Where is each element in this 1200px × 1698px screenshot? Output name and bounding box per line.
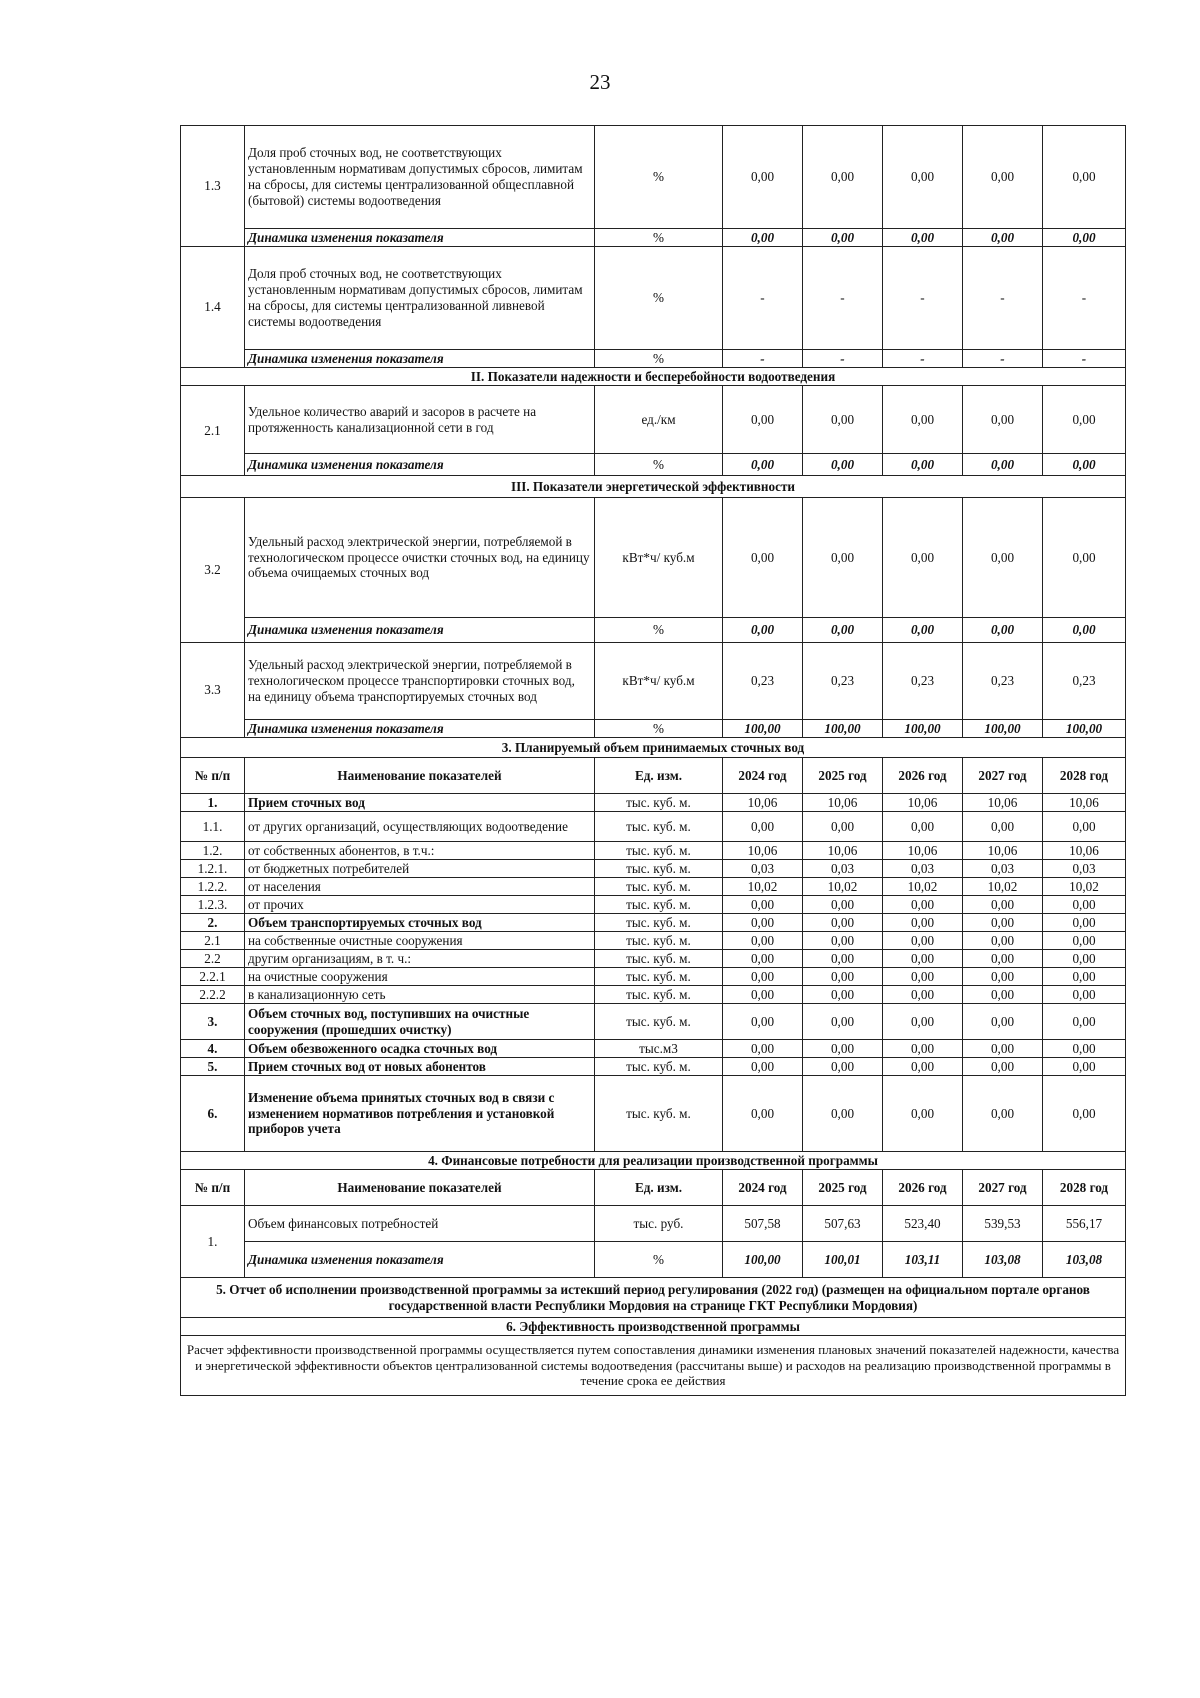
value-cell: 0,00 [1043, 812, 1126, 842]
value-cell: 100,00 [723, 720, 803, 738]
unit-cell: тыс. куб. м. [595, 1004, 723, 1040]
section-reliability [181, 368, 1126, 386]
indicator-name: Объем финансовых потребностей [245, 1206, 595, 1242]
value-cell: 0,00 [1043, 618, 1126, 643]
unit-cell: % [595, 1242, 723, 1278]
unit-cell: тыс. куб. м. [595, 968, 723, 986]
dynamics-row [181, 618, 1126, 643]
row-number: 1. [181, 1206, 245, 1278]
value-cell: 0,00 [963, 618, 1043, 643]
unit-cell: % [595, 618, 723, 643]
volume-row [181, 950, 1126, 968]
value-cell: 0,00 [723, 386, 803, 454]
section-title: II. Показатели надежности и бесперебойности водоотведения [181, 368, 1126, 386]
section-title: 3. Планируемый объем принимаемых сточных вод [181, 738, 1126, 758]
value-cell: 0,00 [723, 896, 803, 914]
col-header-year: 2025 год [803, 758, 883, 794]
value-cell: 100,00 [963, 720, 1043, 738]
value-cell: 0,00 [963, 454, 1043, 476]
value-cell: 10,02 [883, 878, 963, 896]
indicator-name: Удельное количество аварий и засоров в расчете на протяженность канализационной сети в год [245, 386, 595, 454]
volume-row [181, 896, 1126, 914]
value-cell: 0,00 [723, 932, 803, 950]
row-number: 3.3 [181, 643, 245, 738]
value-cell: 10,02 [723, 878, 803, 896]
finance-row [181, 1206, 1126, 1242]
value-cell: 0,23 [1043, 643, 1126, 720]
value-cell: 0,00 [803, 896, 883, 914]
row-number: 1.2.1. [181, 860, 245, 878]
value-cell: 0,00 [1043, 1058, 1126, 1076]
dynamics-row [181, 350, 1126, 368]
value-cell: 10,02 [1043, 878, 1126, 896]
volume-row [181, 1040, 1126, 1058]
value-cell: - [1043, 247, 1126, 350]
value-cell: 0,00 [1043, 950, 1126, 968]
value-cell: 0,00 [883, 1058, 963, 1076]
value-cell: 0,00 [723, 229, 803, 247]
section-report [181, 1278, 1126, 1318]
row-number: 1.1. [181, 812, 245, 842]
value-cell: 0,00 [963, 968, 1043, 986]
row-number: 2.1 [181, 386, 245, 476]
volume-row [181, 1076, 1126, 1152]
value-cell: 0,00 [883, 812, 963, 842]
value-cell: 0,00 [1043, 1076, 1126, 1152]
row-number: 6. [181, 1076, 245, 1152]
col-header-num: № п/п [181, 1170, 245, 1206]
value-cell: 0,00 [723, 1004, 803, 1040]
volume-row [181, 794, 1126, 812]
value-cell: 0,00 [1043, 986, 1126, 1004]
value-cell: 0,00 [883, 126, 963, 229]
row-number: 1.2. [181, 842, 245, 860]
row-number: 1.2.2. [181, 878, 245, 896]
indicator-name: Объем транспортируемых сточных вод [245, 914, 595, 932]
unit-cell: тыс. куб. м. [595, 1076, 723, 1152]
unit-cell: тыс. куб. м. [595, 794, 723, 812]
header-row [181, 758, 1126, 794]
unit-cell: тыс. куб. м. [595, 986, 723, 1004]
value-cell: 0,00 [963, 986, 1043, 1004]
value-cell: 0,00 [963, 896, 1043, 914]
indicator-name: Удельный расход электрической энергии, потребляемой в технологическом процессе очистки сточных вод, на единицу объема очищаемых сточных вод [245, 498, 595, 618]
indicator-name: от бюджетных потребителей [245, 860, 595, 878]
row-number: 3. [181, 1004, 245, 1040]
dynamics-row [181, 229, 1126, 247]
dynamics-label: Динамика изменения показателя [245, 720, 595, 738]
col-header-year: 2027 год [963, 758, 1043, 794]
row-number: 2.2.1 [181, 968, 245, 986]
dynamics-row [181, 454, 1126, 476]
value-cell: 0,00 [883, 914, 963, 932]
value-cell: - [883, 350, 963, 368]
value-cell: 10,06 [883, 794, 963, 812]
value-cell: 0,00 [963, 950, 1043, 968]
value-cell: 0,00 [723, 914, 803, 932]
value-cell: 10,06 [963, 794, 1043, 812]
indicator-name: другим организациям, в т. ч.: [245, 950, 595, 968]
value-cell: 0,23 [963, 643, 1043, 720]
row-number: 1.2.3. [181, 896, 245, 914]
section-efficiency [181, 1318, 1126, 1336]
unit-cell: кВт*ч/ куб.м [595, 643, 723, 720]
unit-cell: % [595, 247, 723, 350]
value-cell: - [963, 247, 1043, 350]
value-cell: 0,00 [883, 1076, 963, 1152]
indicator-name: Удельный расход электрической энергии, потребляемой в технологическом процессе транспортировки сточных вод, на единицу объема транспортируемых сточных вод [245, 643, 595, 720]
dynamics-label: Динамика изменения показателя [245, 229, 595, 247]
col-header-year: 2026 год [883, 1170, 963, 1206]
program-table [180, 125, 1126, 1396]
col-header-year: 2028 год [1043, 758, 1126, 794]
dynamics-label: Динамика изменения показателя [245, 618, 595, 643]
volume-row [181, 986, 1126, 1004]
header-row [181, 1170, 1126, 1206]
unit-cell: ед./км [595, 386, 723, 454]
value-cell: 556,17 [1043, 1206, 1126, 1242]
unit-cell: % [595, 454, 723, 476]
unit-cell: % [595, 720, 723, 738]
col-header-name: Наименование показателей [245, 758, 595, 794]
indicator-row [181, 498, 1126, 618]
indicator-row [181, 126, 1126, 229]
value-cell: 0,00 [883, 950, 963, 968]
value-cell: 100,00 [1043, 720, 1126, 738]
value-cell: 0,00 [963, 1040, 1043, 1058]
value-cell: 0,00 [803, 126, 883, 229]
volume-row [181, 1004, 1126, 1040]
indicator-row [181, 247, 1126, 350]
value-cell: 0,03 [1043, 860, 1126, 878]
value-cell: 0,00 [963, 812, 1043, 842]
value-cell: 0,00 [803, 1058, 883, 1076]
dynamics-label: Динамика изменения показателя [245, 1242, 595, 1278]
value-cell: 0,00 [803, 229, 883, 247]
col-header-year: 2025 год [803, 1170, 883, 1206]
section-title: 5. Отчет об исполнении производственной программы за истекший период регулирования (2022 год) (размещен на официальном портале органов государственной власти Республики Мордовия на странице ГКТ Республики Мордовия) [181, 1278, 1126, 1318]
value-cell: 0,00 [803, 1076, 883, 1152]
row-number: 1. [181, 794, 245, 812]
col-header-unit: Ед. изм. [595, 758, 723, 794]
unit-cell: % [595, 126, 723, 229]
value-cell: - [723, 247, 803, 350]
value-cell: 0,00 [723, 812, 803, 842]
unit-cell: тыс. куб. м. [595, 932, 723, 950]
value-cell: 10,06 [723, 794, 803, 812]
value-cell: 0,00 [1043, 968, 1126, 986]
value-cell: 0,00 [803, 986, 883, 1004]
dynamics-row [181, 720, 1126, 738]
col-header-year: 2024 год [723, 1170, 803, 1206]
value-cell: 100,00 [803, 720, 883, 738]
value-cell: 0,00 [1043, 914, 1126, 932]
value-cell: 0,00 [883, 618, 963, 643]
col-header-year: 2028 год [1043, 1170, 1126, 1206]
unit-cell: тыс. руб. [595, 1206, 723, 1242]
unit-cell: тыс. куб. м. [595, 1058, 723, 1076]
row-number: 4. [181, 1040, 245, 1058]
indicator-name: от других организаций, осуществляющих водоотведение [245, 812, 595, 842]
indicator-row [181, 643, 1126, 720]
value-cell: 0,00 [723, 986, 803, 1004]
value-cell: 0,00 [1043, 126, 1126, 229]
value-cell: 0,03 [883, 860, 963, 878]
indicator-name: в канализационную сеть [245, 986, 595, 1004]
unit-cell: % [595, 229, 723, 247]
efficiency-text: Расчет эффективности производственной программы осуществляется путем сопоставления динамики изменения плановых значений показателей надежности, качества и энергетической эффективности объектов централизованной системы водоотведения (рассчитаны выше) и расходов на реализацию производственной программы в течение срока ее действия [181, 1336, 1126, 1396]
value-cell: 100,01 [803, 1242, 883, 1278]
section-finance [181, 1152, 1126, 1170]
value-cell: 0,00 [803, 1004, 883, 1040]
indicator-name: Доля проб сточных вод, не соответствующих установленным нормативам допустимых сбросов, лимитам на сбросы, для системы централизованной общесплавной (бытовой) системы водоотведения [245, 126, 595, 229]
value-cell: 0,00 [723, 950, 803, 968]
unit-cell: тыс. куб. м. [595, 896, 723, 914]
value-cell: 0,23 [803, 643, 883, 720]
indicator-name: на очистные сооружения [245, 968, 595, 986]
value-cell: 507,63 [803, 1206, 883, 1242]
indicator-name: Прием сточных вод [245, 794, 595, 812]
value-cell: 0,00 [883, 1004, 963, 1040]
value-cell: 0,00 [803, 498, 883, 618]
value-cell: 0,00 [1043, 386, 1126, 454]
value-cell: 0,00 [723, 1058, 803, 1076]
value-cell: 103,11 [883, 1242, 963, 1278]
value-cell: 0,00 [963, 229, 1043, 247]
value-cell: 0,00 [1043, 454, 1126, 476]
value-cell: 100,00 [723, 1242, 803, 1278]
unit-cell: тыс. куб. м. [595, 878, 723, 896]
row-number: 3.2 [181, 498, 245, 643]
value-cell: 0,00 [883, 968, 963, 986]
row-number: 1.3 [181, 126, 245, 247]
value-cell: 100,00 [883, 720, 963, 738]
row-number: 1.4 [181, 247, 245, 368]
efficiency-text-row [181, 1336, 1126, 1396]
indicator-name: Объем обезвоженного осадка сточных вод [245, 1040, 595, 1058]
value-cell: 10,06 [803, 842, 883, 860]
value-cell: 0,00 [963, 1076, 1043, 1152]
value-cell: 0,00 [723, 498, 803, 618]
value-cell: 0,00 [1043, 229, 1126, 247]
col-header-name: Наименование показателей [245, 1170, 595, 1206]
value-cell: 0,00 [803, 1040, 883, 1058]
value-cell: 0,00 [963, 126, 1043, 229]
volume-row [181, 878, 1126, 896]
value-cell: 103,08 [1043, 1242, 1126, 1278]
value-cell: 0,03 [803, 860, 883, 878]
value-cell: 0,00 [1043, 1004, 1126, 1040]
value-cell: 0,00 [803, 914, 883, 932]
value-cell: - [963, 350, 1043, 368]
unit-cell: тыс. куб. м. [595, 860, 723, 878]
col-header-year: 2024 год [723, 758, 803, 794]
value-cell: 0,00 [883, 1040, 963, 1058]
value-cell: 0,03 [963, 860, 1043, 878]
value-cell: 0,03 [723, 860, 803, 878]
col-header-unit: Ед. изм. [595, 1170, 723, 1206]
value-cell: 0,23 [883, 643, 963, 720]
value-cell: 0,00 [883, 986, 963, 1004]
volume-row [181, 914, 1126, 932]
value-cell: 0,00 [723, 1040, 803, 1058]
value-cell: 0,00 [803, 968, 883, 986]
value-cell: 0,00 [723, 1076, 803, 1152]
value-cell: 0,00 [883, 386, 963, 454]
value-cell: 0,00 [883, 932, 963, 950]
volume-row [181, 932, 1126, 950]
value-cell: 0,00 [883, 229, 963, 247]
value-cell: 10,02 [803, 878, 883, 896]
value-cell: - [803, 247, 883, 350]
value-cell: 10,06 [1043, 842, 1126, 860]
value-cell: 0,00 [803, 812, 883, 842]
row-number: 2. [181, 914, 245, 932]
value-cell: 0,00 [963, 498, 1043, 618]
value-cell: 0,00 [883, 498, 963, 618]
value-cell: - [803, 350, 883, 368]
dynamics-label: Динамика изменения показателя [245, 454, 595, 476]
section-title: 6. Эффективность производственной программы [181, 1318, 1126, 1336]
page-number: 23 [589, 70, 611, 94]
value-cell: 0,00 [963, 932, 1043, 950]
col-header-num: № п/п [181, 758, 245, 794]
value-cell: 10,06 [723, 842, 803, 860]
row-number: 2.2 [181, 950, 245, 968]
unit-cell: кВт*ч/ куб.м [595, 498, 723, 618]
value-cell: 0,23 [723, 643, 803, 720]
col-header-year: 2026 год [883, 758, 963, 794]
value-cell: 0,00 [963, 386, 1043, 454]
value-cell: 0,00 [723, 126, 803, 229]
dynamics-label: Динамика изменения показателя [245, 350, 595, 368]
value-cell: 0,00 [803, 932, 883, 950]
value-cell: 0,00 [723, 454, 803, 476]
value-cell: 0,00 [1043, 896, 1126, 914]
unit-cell: тыс. куб. м. [595, 842, 723, 860]
value-cell: 0,00 [883, 896, 963, 914]
section-volume [181, 738, 1126, 758]
finance-dynamics-row [181, 1242, 1126, 1278]
volume-row [181, 860, 1126, 878]
indicator-name: Прием сточных вод от новых абонентов [245, 1058, 595, 1076]
volume-row [181, 842, 1126, 860]
volume-row [181, 968, 1126, 986]
value-cell: 523,40 [883, 1206, 963, 1242]
section-energy [181, 476, 1126, 498]
value-cell: 10,06 [1043, 794, 1126, 812]
indicator-name: от прочих [245, 896, 595, 914]
value-cell: 0,00 [963, 1004, 1043, 1040]
value-cell: 0,00 [723, 618, 803, 643]
indicator-name: на собственные очистные сооружения [245, 932, 595, 950]
unit-cell: тыс. куб. м. [595, 812, 723, 842]
value-cell: 0,00 [803, 950, 883, 968]
value-cell: 507,58 [723, 1206, 803, 1242]
indicator-name: Доля проб сточных вод, не соответствующих установленным нормативам допустимых сбросов, лимитам на сбросы, для системы централизованной ливневой системы водоотведения [245, 247, 595, 350]
value-cell: 0,00 [1043, 498, 1126, 618]
value-cell: 0,00 [1043, 932, 1126, 950]
indicator-name: от собственных абонентов, в т.ч.: [245, 842, 595, 860]
indicator-row [181, 386, 1126, 454]
unit-cell: % [595, 350, 723, 368]
indicator-name: от населения [245, 878, 595, 896]
indicator-name: Объем сточных вод, поступивших на очистные сооружения (прошедших очистку) [245, 1004, 595, 1040]
value-cell: 0,00 [803, 454, 883, 476]
volume-row [181, 812, 1126, 842]
value-cell: 0,00 [723, 968, 803, 986]
value-cell: 0,00 [1043, 1040, 1126, 1058]
value-cell: 0,00 [803, 386, 883, 454]
section-title: 4. Финансовые потребности для реализации производственной программы [181, 1152, 1126, 1170]
indicator-name: Изменение объема принятых сточных вод в связи с изменением нормативов потребления и установкой приборов учета [245, 1076, 595, 1152]
value-cell: 539,53 [963, 1206, 1043, 1242]
value-cell: 0,00 [803, 618, 883, 643]
volume-row [181, 1058, 1126, 1076]
value-cell: 10,02 [963, 878, 1043, 896]
row-number: 2.1 [181, 932, 245, 950]
value-cell: - [1043, 350, 1126, 368]
unit-cell: тыс.м3 [595, 1040, 723, 1058]
value-cell: - [723, 350, 803, 368]
unit-cell: тыс. куб. м. [595, 914, 723, 932]
section-title: III. Показатели энергетической эффективности [181, 476, 1126, 498]
value-cell: 0,00 [883, 454, 963, 476]
value-cell: 0,00 [963, 914, 1043, 932]
col-header-year: 2027 год [963, 1170, 1043, 1206]
value-cell: 10,06 [883, 842, 963, 860]
row-number: 2.2.2 [181, 986, 245, 1004]
value-cell: 103,08 [963, 1242, 1043, 1278]
value-cell: 10,06 [963, 842, 1043, 860]
value-cell: - [883, 247, 963, 350]
unit-cell: тыс. куб. м. [595, 950, 723, 968]
value-cell: 10,06 [803, 794, 883, 812]
value-cell: 0,00 [963, 1058, 1043, 1076]
row-number: 5. [181, 1058, 245, 1076]
